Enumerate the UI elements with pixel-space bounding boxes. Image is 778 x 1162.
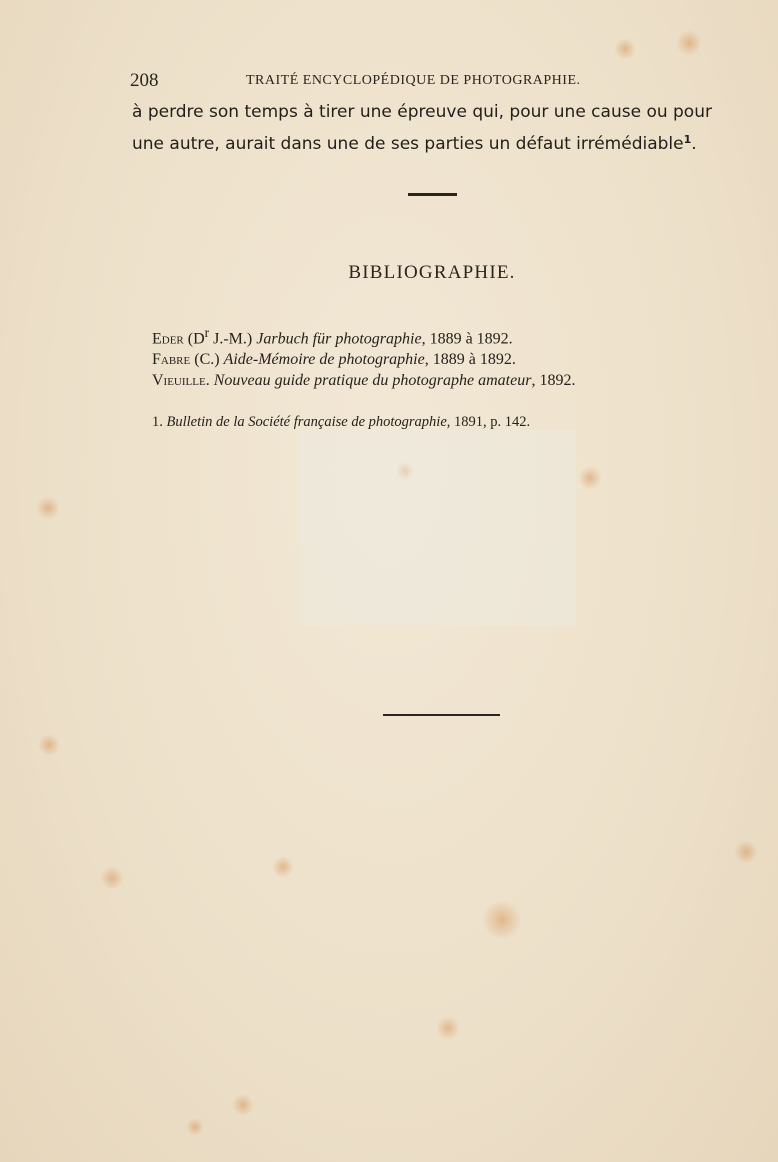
body-paragraph [132, 98, 732, 158]
footnote-title: Bulletin de la Société française de photographie [166, 414, 447, 430]
foxing-spot [232, 1094, 254, 1116]
foxing-spot [100, 866, 124, 890]
foxing-spot [482, 900, 522, 940]
body-line-end: . [691, 134, 697, 154]
entry-dates: , 1892. [531, 372, 576, 390]
entry-author: Eder [152, 330, 184, 348]
section-divider [408, 193, 457, 196]
entry-dates: , 1889 à 1892. [424, 351, 516, 369]
entry-title: Aide-Mémoire de photographie [223, 351, 425, 369]
foxing-spot [578, 466, 602, 490]
entry-author: Fabre [152, 351, 191, 369]
body-line-text: une autre, aurait dans une de ses parties un défaut irrémédiable [132, 134, 684, 154]
foxing-spot [186, 1118, 204, 1136]
running-title: TRAITÉ ENCYCLOPÉDIQUE DE PHOTOGRAPHIE. [246, 73, 581, 88]
foxing-spot [36, 496, 60, 520]
entry-dates: , 1889 à 1892. [421, 330, 513, 348]
faint-offset-mark [300, 430, 576, 626]
bibliography-entry [152, 322, 732, 349]
footnote-reference[interactable]: 1 [683, 133, 692, 146]
section-title: BIBLIOGRAPHIE. [348, 262, 516, 283]
page-header [130, 70, 730, 92]
entry-author-tail: J.-M.) [209, 330, 257, 348]
foxing-spot [676, 30, 702, 56]
end-rule [383, 714, 500, 716]
footnote-number: 1. [152, 414, 167, 430]
entry-author: Vieuille [152, 372, 206, 390]
bibliography-entry [152, 349, 732, 370]
body-line: à perdre son temps à tirer une épreuve qui, pour une cause ou pour [132, 102, 712, 122]
foxing-spot [38, 734, 60, 756]
foxing-spot [436, 1016, 460, 1040]
entry-author-detail: (C.) [190, 351, 224, 369]
foxing-spot [272, 856, 294, 878]
bibliography-entry [152, 370, 732, 391]
bibliography-list [152, 322, 732, 391]
entry-title: Nouveau guide pratique du photographe amateur [213, 372, 532, 390]
foxing-spot [734, 840, 758, 864]
page-number: 208 [130, 70, 159, 91]
entry-author-detail: (D [183, 330, 205, 348]
entry-author-detail: . [205, 372, 214, 390]
foxing-spot [614, 38, 636, 60]
entry-title: Jarbuch für photographie [256, 330, 422, 348]
footnote-rest: , 1891, p. 142. [446, 414, 531, 430]
footnote [152, 414, 712, 431]
entry-author-sup: r [204, 325, 210, 340]
body-line [132, 126, 732, 158]
